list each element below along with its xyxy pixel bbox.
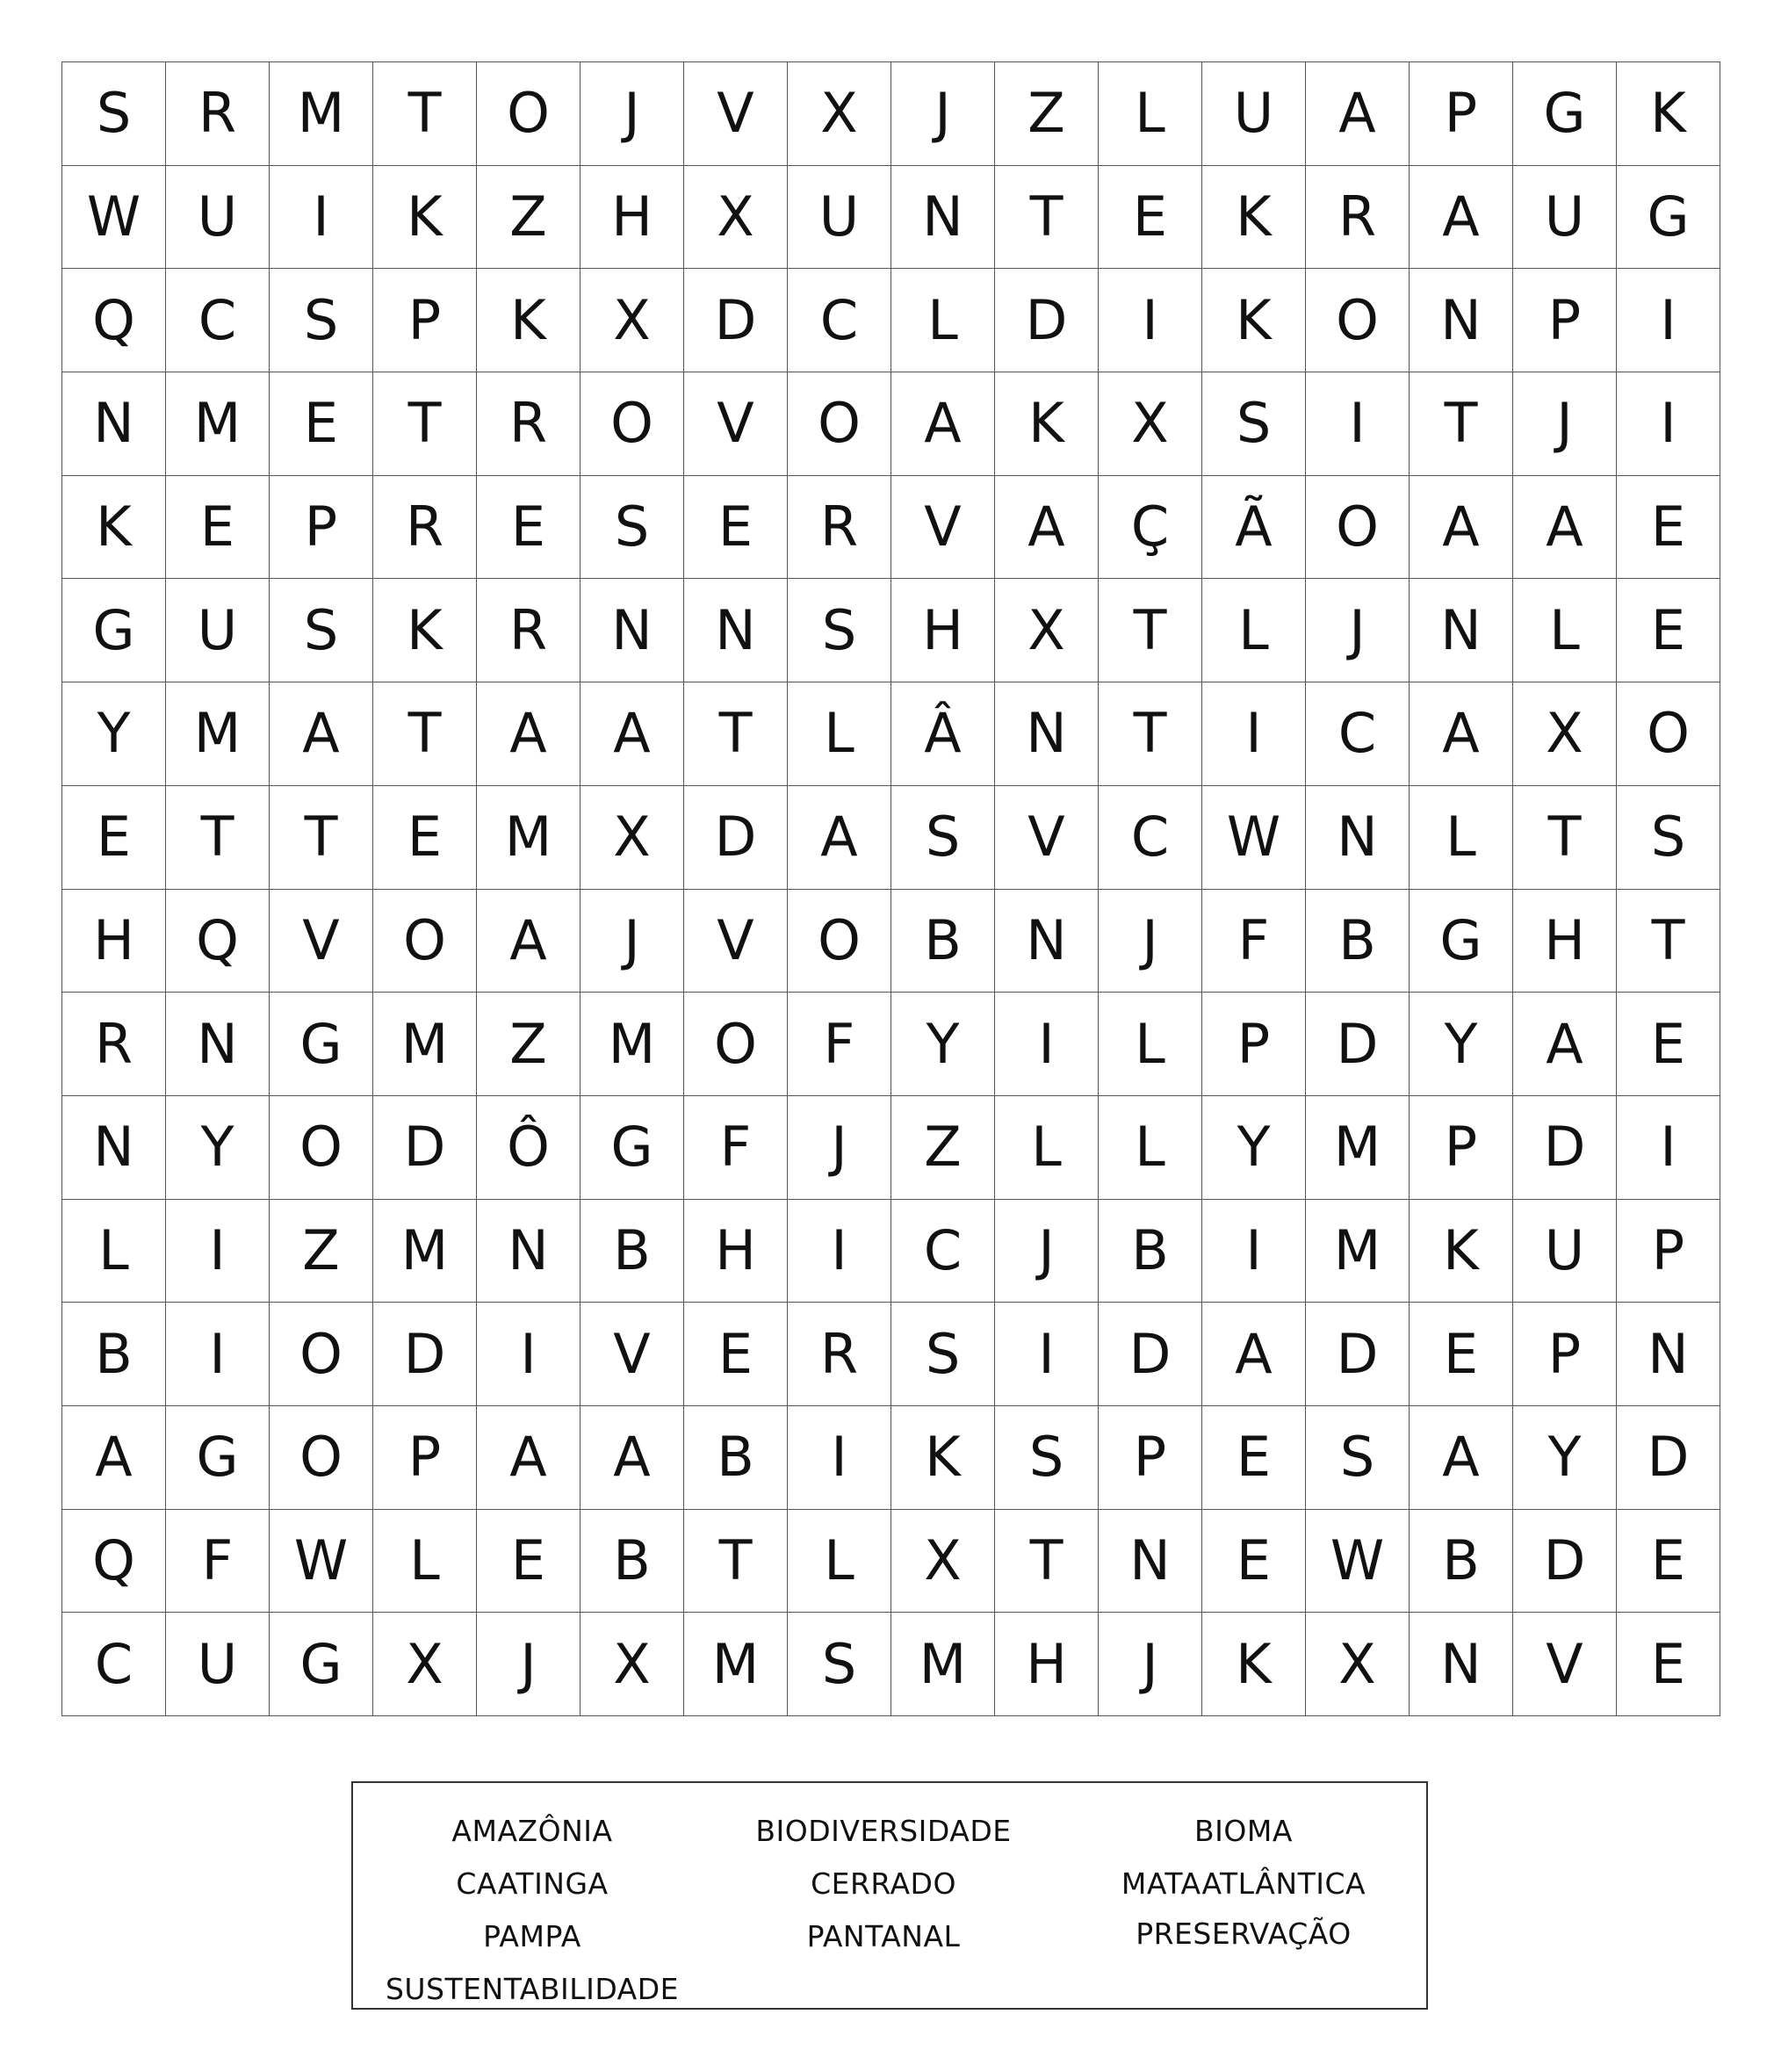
- grid-cell[interactable]: X: [1099, 372, 1202, 476]
- grid-cell[interactable]: P: [1202, 993, 1306, 1096]
- grid-cell[interactable]: N: [1617, 1303, 1720, 1406]
- grid-cell[interactable]: K: [995, 372, 1099, 476]
- grid-cell[interactable]: X: [580, 785, 684, 889]
- grid-cell[interactable]: F: [1202, 889, 1306, 993]
- grid-cell[interactable]: O: [270, 1405, 373, 1509]
- grid-cell[interactable]: P: [1617, 1199, 1720, 1303]
- grid-cell[interactable]: G: [1513, 62, 1617, 166]
- grid-row: [62, 682, 1720, 786]
- grid-cell[interactable]: D: [1513, 1095, 1617, 1199]
- grid-cell[interactable]: F: [684, 1095, 788, 1199]
- grid-cell[interactable]: T: [166, 785, 270, 889]
- grid-cell[interactable]: J: [580, 889, 684, 993]
- grid-cell[interactable]: H: [1513, 889, 1617, 993]
- grid-cell[interactable]: O: [580, 372, 684, 476]
- grid-cell[interactable]: M: [373, 993, 477, 1096]
- grid-cell[interactable]: C: [1306, 682, 1410, 786]
- grid-cell[interactable]: N: [1306, 785, 1410, 889]
- grid-cell[interactable]: Y: [1410, 993, 1513, 1096]
- grid-row: [62, 62, 1720, 166]
- grid-cell[interactable]: J: [788, 1095, 891, 1199]
- grid-cell[interactable]: D: [995, 269, 1099, 372]
- grid-cell[interactable]: L: [788, 1509, 891, 1613]
- grid-cell[interactable]: A: [891, 372, 995, 476]
- grid-cell[interactable]: G: [580, 1095, 684, 1199]
- grid-cell[interactable]: X: [891, 1509, 995, 1613]
- grid-cell[interactable]: A: [995, 475, 1099, 579]
- grid-cell[interactable]: Y: [166, 1095, 270, 1199]
- grid-cell[interactable]: T: [995, 165, 1099, 269]
- word-list-item: PANTANAL: [806, 1919, 961, 1953]
- grid-row: [62, 889, 1720, 993]
- grid-cell[interactable]: Y: [1202, 1095, 1306, 1199]
- grid-cell[interactable]: M: [373, 1199, 477, 1303]
- grid-cell[interactable]: M: [166, 372, 270, 476]
- grid-cell[interactable]: S: [580, 475, 684, 579]
- grid-cell[interactable]: A: [1410, 475, 1513, 579]
- grid-cell[interactable]: S: [891, 1303, 995, 1406]
- grid-cell[interactable]: G: [270, 1613, 373, 1716]
- grid-cell[interactable]: L: [1410, 785, 1513, 889]
- grid-cell[interactable]: E: [1617, 1613, 1720, 1716]
- grid-cell[interactable]: R: [477, 372, 580, 476]
- grid-cell[interactable]: T: [1513, 785, 1617, 889]
- grid-cell[interactable]: T: [373, 682, 477, 786]
- grid-cell[interactable]: I: [1617, 269, 1720, 372]
- grid-cell[interactable]: B: [1410, 1509, 1513, 1613]
- grid-cell[interactable]: Z: [891, 1095, 995, 1199]
- grid-cell[interactable]: B: [684, 1405, 788, 1509]
- grid-cell[interactable]: N: [1410, 579, 1513, 682]
- grid-cell[interactable]: K: [373, 579, 477, 682]
- grid-cell[interactable]: O: [270, 1095, 373, 1199]
- grid-row: [62, 1613, 1720, 1716]
- grid-cell[interactable]: T: [684, 1509, 788, 1613]
- grid-cell[interactable]: C: [788, 269, 891, 372]
- grid-cell[interactable]: W: [270, 1509, 373, 1613]
- grid-cell[interactable]: F: [166, 1509, 270, 1613]
- grid-row: [62, 372, 1720, 476]
- grid-row: [62, 1303, 1720, 1406]
- grid-cell[interactable]: O: [1306, 475, 1410, 579]
- grid-cell[interactable]: Q: [166, 889, 270, 993]
- grid-cell[interactable]: O: [1306, 269, 1410, 372]
- grid-cell[interactable]: E: [477, 475, 580, 579]
- grid-cell[interactable]: V: [684, 62, 788, 166]
- grid-cell[interactable]: P: [1410, 1095, 1513, 1199]
- grid-cell[interactable]: N: [477, 1199, 580, 1303]
- grid-cell[interactable]: M: [684, 1613, 788, 1716]
- grid-cell[interactable]: A: [788, 785, 891, 889]
- grid-cell[interactable]: E: [1617, 579, 1720, 682]
- grid-cell[interactable]: D: [1099, 1303, 1202, 1406]
- grid-cell[interactable]: A: [477, 682, 580, 786]
- grid-cell[interactable]: K: [477, 269, 580, 372]
- grid-cell[interactable]: O: [1617, 682, 1720, 786]
- grid-cell[interactable]: X: [788, 62, 891, 166]
- grid-cell[interactable]: Ô: [477, 1095, 580, 1199]
- grid-cell[interactable]: B: [62, 1303, 166, 1406]
- grid-cell[interactable]: L: [62, 1199, 166, 1303]
- grid-cell[interactable]: Z: [477, 165, 580, 269]
- word-list-item: AMAZÔNIA: [451, 1814, 613, 1848]
- grid-cell[interactable]: L: [1099, 993, 1202, 1096]
- grid-row: [62, 993, 1720, 1096]
- grid-cell[interactable]: O: [788, 372, 891, 476]
- grid-cell[interactable]: E: [684, 475, 788, 579]
- grid-cell[interactable]: Z: [270, 1199, 373, 1303]
- grid-cell[interactable]: T: [1617, 889, 1720, 993]
- grid-cell[interactable]: L: [788, 682, 891, 786]
- grid-cell[interactable]: E: [1202, 1405, 1306, 1509]
- grid-cell[interactable]: P: [270, 475, 373, 579]
- grid-cell[interactable]: D: [1306, 993, 1410, 1096]
- grid-cell[interactable]: X: [684, 165, 788, 269]
- grid-cell[interactable]: T: [373, 372, 477, 476]
- grid-cell[interactable]: I: [788, 1199, 891, 1303]
- grid-row: [62, 1405, 1720, 1509]
- grid-cell[interactable]: A: [270, 682, 373, 786]
- grid-row: [62, 1095, 1720, 1199]
- grid-cell[interactable]: H: [62, 889, 166, 993]
- grid-cell[interactable]: K: [62, 475, 166, 579]
- grid-cell[interactable]: O: [270, 1303, 373, 1406]
- grid-cell[interactable]: N: [62, 1095, 166, 1199]
- grid-cell[interactable]: O: [477, 62, 580, 166]
- grid-cell[interactable]: A: [1513, 475, 1617, 579]
- grid-cell[interactable]: Y: [1513, 1405, 1617, 1509]
- grid-cell[interactable]: V: [891, 475, 995, 579]
- grid-cell[interactable]: X: [580, 1613, 684, 1716]
- grid-cell[interactable]: R: [788, 1303, 891, 1406]
- grid-cell[interactable]: I: [166, 1303, 270, 1406]
- grid-cell[interactable]: A: [580, 1405, 684, 1509]
- grid-cell[interactable]: C: [1099, 785, 1202, 889]
- grid-row: [62, 475, 1720, 579]
- grid-cell[interactable]: V: [684, 889, 788, 993]
- grid-row: [62, 1509, 1720, 1613]
- grid-cell[interactable]: T: [373, 62, 477, 166]
- grid-cell[interactable]: M: [580, 993, 684, 1096]
- grid-cell[interactable]: V: [1513, 1613, 1617, 1716]
- grid-cell[interactable]: V: [684, 372, 788, 476]
- grid-cell[interactable]: W: [1202, 785, 1306, 889]
- grid-cell[interactable]: M: [1306, 1199, 1410, 1303]
- grid-cell[interactable]: G: [1617, 165, 1720, 269]
- grid-cell[interactable]: L: [995, 1095, 1099, 1199]
- grid-cell[interactable]: L: [1099, 1095, 1202, 1199]
- grid-cell[interactable]: M: [477, 785, 580, 889]
- grid-cell[interactable]: O: [788, 889, 891, 993]
- grid-row: [62, 785, 1720, 889]
- grid-cell[interactable]: K: [1202, 1613, 1306, 1716]
- grid-row: [62, 165, 1720, 269]
- grid-cell[interactable]: A: [1410, 682, 1513, 786]
- grid-cell[interactable]: I: [1306, 372, 1410, 476]
- grid-cell[interactable]: R: [477, 579, 580, 682]
- grid-cell[interactable]: S: [270, 579, 373, 682]
- grid-cell[interactable]: E: [270, 372, 373, 476]
- grid-cell[interactable]: L: [373, 1509, 477, 1613]
- grid-cell[interactable]: W: [1306, 1509, 1410, 1613]
- grid-cell[interactable]: E: [1617, 993, 1720, 1096]
- grid-cell[interactable]: G: [166, 1405, 270, 1509]
- grid-cell[interactable]: E: [684, 1303, 788, 1406]
- grid-cell[interactable]: A: [1202, 1303, 1306, 1406]
- grid-cell[interactable]: I: [995, 993, 1099, 1096]
- grid-cell[interactable]: S: [891, 785, 995, 889]
- grid-cell[interactable]: R: [1306, 165, 1410, 269]
- grid-cell[interactable]: U: [166, 1613, 270, 1716]
- grid-cell[interactable]: Z: [995, 62, 1099, 166]
- grid-cell[interactable]: T: [1410, 372, 1513, 476]
- grid-cell[interactable]: L: [1513, 579, 1617, 682]
- word-list-item: CAATINGA: [456, 1866, 609, 1901]
- grid-cell[interactable]: S: [1202, 372, 1306, 476]
- grid-cell[interactable]: P: [373, 1405, 477, 1509]
- grid-cell[interactable]: K: [373, 165, 477, 269]
- grid-cell[interactable]: S: [788, 579, 891, 682]
- grid-cell[interactable]: C: [891, 1199, 995, 1303]
- grid-cell[interactable]: N: [995, 682, 1099, 786]
- grid-cell[interactable]: J: [477, 1613, 580, 1716]
- grid-cell[interactable]: I: [1202, 682, 1306, 786]
- grid-cell[interactable]: K: [1617, 62, 1720, 166]
- grid-cell[interactable]: M: [1306, 1095, 1410, 1199]
- grid-cell[interactable]: L: [1099, 62, 1202, 166]
- grid-cell[interactable]: U: [1513, 165, 1617, 269]
- grid-cell[interactable]: N: [62, 372, 166, 476]
- grid-cell[interactable]: G: [62, 579, 166, 682]
- grid-cell[interactable]: E: [477, 1509, 580, 1613]
- word-list-item: SUSTENTABILIDADE: [385, 1972, 680, 2006]
- grid-cell[interactable]: H: [995, 1613, 1099, 1716]
- grid-cell[interactable]: E: [1202, 1509, 1306, 1613]
- grid-cell[interactable]: X: [373, 1613, 477, 1716]
- grid-cell[interactable]: K: [1202, 165, 1306, 269]
- grid-cell[interactable]: A: [1410, 1405, 1513, 1509]
- grid-cell[interactable]: P: [373, 269, 477, 372]
- grid-cell[interactable]: J: [1099, 889, 1202, 993]
- word-list-item: BIODIVERSIDADE: [755, 1814, 1012, 1848]
- grid-cell[interactable]: B: [580, 1509, 684, 1613]
- grid-cell[interactable]: J: [1099, 1613, 1202, 1716]
- grid-cell[interactable]: A: [580, 682, 684, 786]
- grid-cell[interactable]: A: [1410, 165, 1513, 269]
- grid-cell[interactable]: Q: [62, 1509, 166, 1613]
- grid-cell[interactable]: D: [1513, 1509, 1617, 1613]
- grid-cell[interactable]: D: [684, 269, 788, 372]
- grid-cell[interactable]: W: [62, 165, 166, 269]
- grid-cell[interactable]: H: [684, 1199, 788, 1303]
- grid-cell[interactable]: R: [166, 62, 270, 166]
- grid-cell[interactable]: B: [580, 1199, 684, 1303]
- grid-cell[interactable]: K: [891, 1405, 995, 1509]
- grid-cell[interactable]: Z: [477, 993, 580, 1096]
- grid-cell[interactable]: S: [995, 1405, 1099, 1509]
- grid-cell[interactable]: M: [270, 62, 373, 166]
- grid-cell[interactable]: T: [684, 682, 788, 786]
- grid-cell[interactable]: J: [1306, 579, 1410, 682]
- grid-cell[interactable]: H: [891, 579, 995, 682]
- grid-cell[interactable]: I: [1617, 372, 1720, 476]
- grid-cell[interactable]: Y: [62, 682, 166, 786]
- grid-cell[interactable]: A: [1306, 62, 1410, 166]
- grid-cell[interactable]: Y: [891, 993, 995, 1096]
- grid-cell[interactable]: U: [788, 165, 891, 269]
- grid-cell[interactable]: E: [1410, 1303, 1513, 1406]
- grid-cell[interactable]: V: [995, 785, 1099, 889]
- grid-cell[interactable]: N: [580, 579, 684, 682]
- grid-cell[interactable]: R: [62, 993, 166, 1096]
- grid-cell[interactable]: C: [166, 269, 270, 372]
- word-list-item: MATAATLÂNTICA: [1121, 1866, 1366, 1901]
- grid-cell[interactable]: B: [1306, 889, 1410, 993]
- grid-cell[interactable]: E: [62, 785, 166, 889]
- grid-cell[interactable]: E: [1617, 1509, 1720, 1613]
- grid-cell[interactable]: D: [373, 1303, 477, 1406]
- grid-cell[interactable]: O: [684, 993, 788, 1096]
- grid-cell[interactable]: S: [270, 269, 373, 372]
- grid-cell[interactable]: N: [1410, 269, 1513, 372]
- grid-cell[interactable]: J: [1513, 372, 1617, 476]
- grid-cell[interactable]: N: [1099, 1509, 1202, 1613]
- grid-cell[interactable]: A: [477, 889, 580, 993]
- grid-cell[interactable]: R: [373, 475, 477, 579]
- grid-cell[interactable]: U: [166, 165, 270, 269]
- grid-cell[interactable]: A: [1513, 993, 1617, 1096]
- grid-cell[interactable]: P: [1513, 1303, 1617, 1406]
- grid-cell[interactable]: E: [1099, 165, 1202, 269]
- grid-cell[interactable]: K: [1410, 1199, 1513, 1303]
- word-list-item: BIOMA: [1194, 1814, 1293, 1848]
- grid-cell[interactable]: U: [1202, 62, 1306, 166]
- grid-cell[interactable]: I: [1099, 269, 1202, 372]
- grid-cell[interactable]: E: [166, 475, 270, 579]
- grid-cell[interactable]: E: [1617, 475, 1720, 579]
- grid-cell[interactable]: Â: [891, 682, 995, 786]
- grid-cell[interactable]: C: [62, 1613, 166, 1716]
- grid-row: [62, 1199, 1720, 1303]
- grid-cell[interactable]: N: [891, 165, 995, 269]
- grid-cell[interactable]: T: [1099, 579, 1202, 682]
- grid-cell[interactable]: Ç: [1099, 475, 1202, 579]
- grid-cell[interactable]: J: [580, 62, 684, 166]
- grid-cell[interactable]: I: [1617, 1095, 1720, 1199]
- word-list-item: PAMPA: [483, 1919, 581, 1953]
- grid-cell[interactable]: D: [684, 785, 788, 889]
- grid-cell[interactable]: J: [995, 1199, 1099, 1303]
- grid-cell[interactable]: L: [891, 269, 995, 372]
- grid-cell[interactable]: I: [788, 1405, 891, 1509]
- grid-cell[interactable]: X: [580, 269, 684, 372]
- grid-cell[interactable]: G: [270, 993, 373, 1096]
- grid-cell[interactable]: D: [1617, 1405, 1720, 1509]
- grid-cell[interactable]: J: [891, 62, 995, 166]
- grid-cell[interactable]: T: [1099, 682, 1202, 786]
- grid-cell[interactable]: L: [1202, 579, 1306, 682]
- grid-cell[interactable]: I: [166, 1199, 270, 1303]
- word-list-box: [351, 1781, 1428, 2010]
- grid-cell[interactable]: P: [1099, 1405, 1202, 1509]
- grid-cell[interactable]: F: [788, 993, 891, 1096]
- grid-cell[interactable]: V: [270, 889, 373, 993]
- grid-cell[interactable]: R: [788, 475, 891, 579]
- grid-cell[interactable]: A: [477, 1405, 580, 1509]
- grid-cell[interactable]: I: [1202, 1199, 1306, 1303]
- grid-cell[interactable]: S: [62, 62, 166, 166]
- grid-cell[interactable]: S: [1617, 785, 1720, 889]
- grid-cell[interactable]: E: [373, 785, 477, 889]
- grid-cell[interactable]: G: [1410, 889, 1513, 993]
- grid-cell[interactable]: P: [1410, 62, 1513, 166]
- grid-cell[interactable]: A: [62, 1405, 166, 1509]
- grid-cell[interactable]: V: [580, 1303, 684, 1406]
- grid-cell[interactable]: M: [166, 682, 270, 786]
- grid-cell[interactable]: I: [995, 1303, 1099, 1406]
- grid-cell[interactable]: N: [684, 579, 788, 682]
- grid-cell[interactable]: N: [166, 993, 270, 1096]
- grid-cell[interactable]: U: [1513, 1199, 1617, 1303]
- grid-cell[interactable]: U: [166, 579, 270, 682]
- grid-cell[interactable]: N: [1410, 1613, 1513, 1716]
- grid-cell[interactable]: I: [270, 165, 373, 269]
- grid-cell[interactable]: D: [373, 1095, 477, 1199]
- grid-cell[interactable]: Ã: [1202, 475, 1306, 579]
- word-search-grid: [61, 61, 1720, 1716]
- grid-cell[interactable]: X: [1306, 1613, 1410, 1716]
- grid-cell[interactable]: I: [477, 1303, 580, 1406]
- grid-cell[interactable]: K: [1202, 269, 1306, 372]
- grid-cell[interactable]: O: [373, 889, 477, 993]
- grid-row: [62, 579, 1720, 682]
- word-list-item: CERRADO: [811, 1866, 956, 1901]
- grid-cell[interactable]: B: [1099, 1199, 1202, 1303]
- grid-row: [62, 269, 1720, 372]
- grid-cell[interactable]: T: [270, 785, 373, 889]
- grid-cell[interactable]: M: [891, 1613, 995, 1716]
- grid-cell[interactable]: Q: [62, 269, 166, 372]
- grid-cell[interactable]: N: [995, 889, 1099, 993]
- grid-cell[interactable]: D: [1306, 1303, 1410, 1406]
- grid-cell[interactable]: X: [995, 579, 1099, 682]
- grid-cell[interactable]: T: [995, 1509, 1099, 1613]
- grid-cell[interactable]: S: [1306, 1405, 1410, 1509]
- grid-cell[interactable]: B: [891, 889, 995, 993]
- grid-cell[interactable]: S: [788, 1613, 891, 1716]
- word-list-item: PRESERVAÇÃO: [1136, 1917, 1352, 1951]
- grid-cell[interactable]: H: [580, 165, 684, 269]
- grid-cell[interactable]: P: [1513, 269, 1617, 372]
- grid-cell[interactable]: X: [1513, 682, 1617, 786]
